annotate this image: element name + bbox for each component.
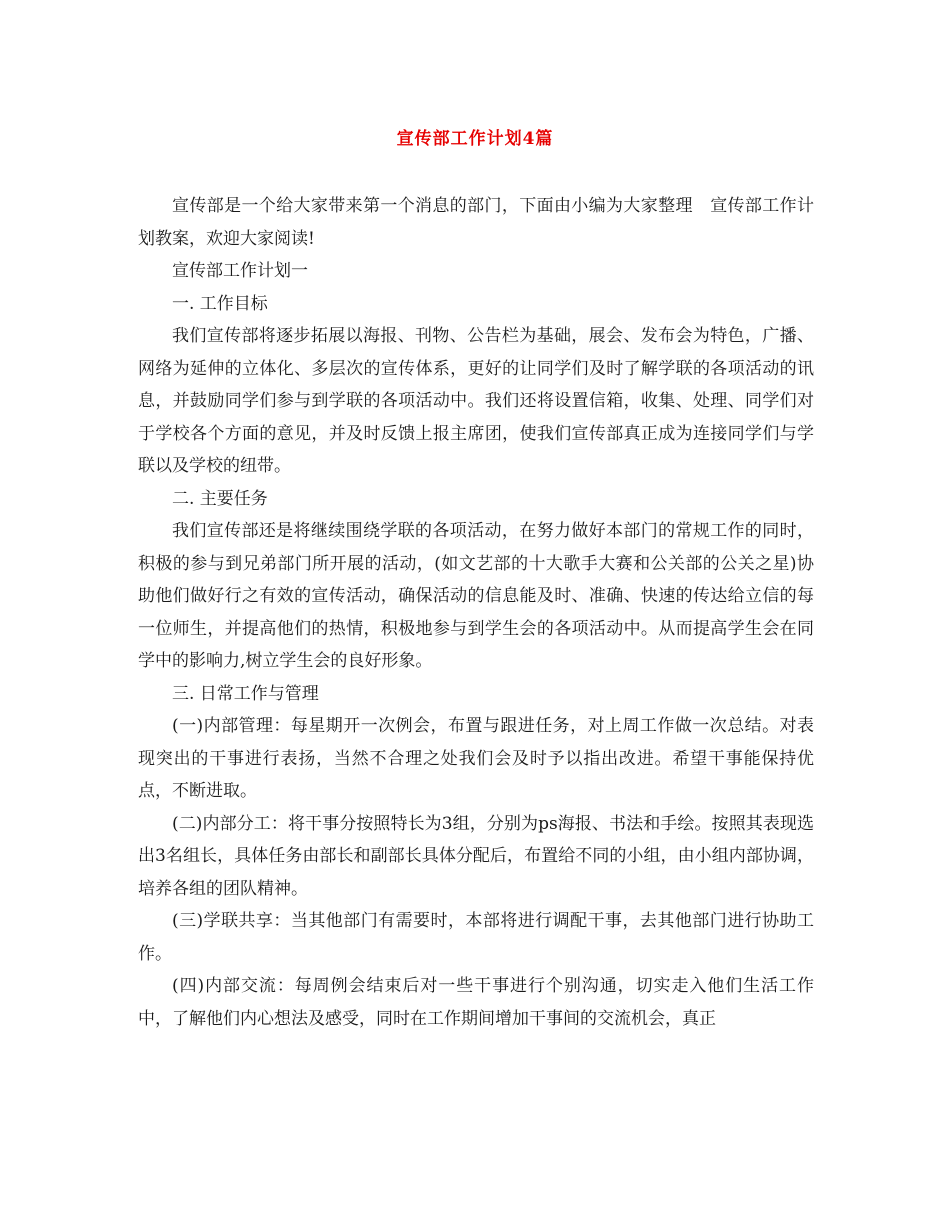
paragraph-internal-management: (一)内部管理：每星期开一次例会，布置与跟进任务，对上周工作做一次总结。对表现突出的干事进行表扬，当然不合理之处我们会及时予以指出改进。希望干事能保持优点，不断进取。 <box>138 716 814 801</box>
paragraph-intro: 宣传部是一个给大家带来第一个消息的部门，下面由小编为大家整理 宣传部工作计划教案，欢迎大家阅读! <box>138 196 814 249</box>
paragraph-internal-communication: (四)内部交流：每周例会结束后对一些干事进行个别沟通，切实走入他们生活工作中，了解他们内心想法及感受，同时在工作期间增加干事间的交流机会，真正 <box>138 976 814 1029</box>
section-heading-daily-work: 三. 日常工作与管理 <box>172 683 319 704</box>
section-heading-tasks: 二. 主要任务 <box>172 488 268 509</box>
document-body <box>138 190 814 1035</box>
paragraph-internal-division: (二)内部分工：将干事分按照特长为3组，分别为ps海报、书法和手绘。按照其表现选出3名组长，具体任务由部长和副部长具体分配后，布置给不同的小组，由小组内部协调，培养各组的团队精神。 <box>138 813 814 899</box>
document-title: 宣传部工作计划4篇 <box>396 129 554 149</box>
paragraph-tasks: 我们宣传部还是将继续围绕学联的各项活动，在努力做好本部门的常规工作的同时，积极的参与到兄弟部门所开展的活动，(如文艺部的十大歌手大赛和公关部的公关之星)协助他们做好行之有效的宣传活动，确保活动的信息能及时、准确、快速的传达给立信的每一位师生，并提高他们的热情，积极地参与到学生会的各项活动中。从而提高学生会在同学中的影响力,树立学生会的良好形象。 <box>138 521 814 671</box>
paragraph-union-sharing: (三)学联共享：当其他部门有需要时，本部将进行调配干事，去其他部门进行协助工作。 <box>138 911 814 964</box>
section-heading-goals: 一. 工作目标 <box>172 293 268 314</box>
section-heading-plan-one: 宣传部工作计划一 <box>172 261 308 281</box>
paragraph-goals: 我们宣传部将逐步拓展以海报、刊物、公告栏为基础，展会、发布会为特色，广播、网络为延伸的立体化、多层次的宣传体系，更好的让同学们及时了解学联的各项活动的讯息，并鼓励同学们参与到学联的各项活动中。我们还将设置信箱，收集、处理、同学们对于学校各个方面的意见，并及时反馈上报主席团，使我们宣传部真正成为连接同学们与学联以及学校的纽带。 <box>138 326 814 476</box>
